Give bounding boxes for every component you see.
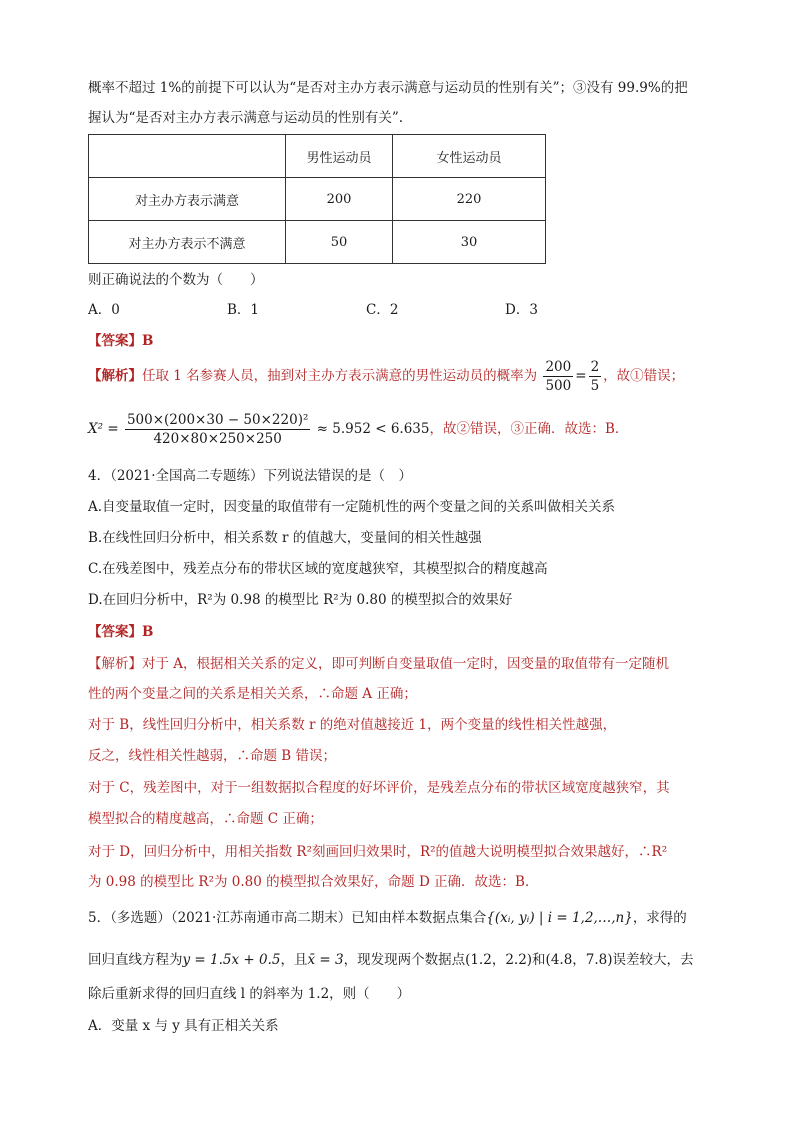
x-bar-value: x̄ = 3 bbox=[307, 952, 344, 968]
fraction-denominator: 420×80×250×250 bbox=[153, 431, 282, 447]
survey-table bbox=[88, 134, 546, 264]
table-row bbox=[89, 221, 546, 264]
table-header-cell: 女性运动员 bbox=[393, 135, 546, 178]
chi-square-result: ≈ 5.952 < 6.635 bbox=[316, 421, 430, 437]
q4-analysis-line: 为 0.98 的模型比 R²为 0.80 的模型拟合效果好，命题 D 正确．故选：B． bbox=[88, 874, 539, 890]
intro-line-1: 概率不超过 1%的前提下可以认为“是否对主办方表示满意与运动员的性别有关”；③没有 99.9%的把 bbox=[88, 80, 688, 96]
q4-analysis-line: 对于 D，回归分析中，用相关指数 R²刻画回归效果时，R²的值越大说明模型拟合效果越好，∴R² bbox=[88, 844, 668, 860]
q5-option-a: A．变量 x 与 y 具有正相关关系 bbox=[88, 1018, 279, 1034]
table-cell: 220 bbox=[393, 178, 546, 221]
q4-option-b: B.在线性回归分析中，相关系数 r 的值越大，变量间的相关性越强 bbox=[88, 530, 482, 546]
fraction-2-5 bbox=[589, 358, 602, 395]
chi-square-symbol: X² = bbox=[88, 421, 119, 437]
option-c: C．2 bbox=[366, 302, 399, 318]
q3-options bbox=[88, 300, 644, 320]
q4-analysis-line: 对于 B，线性回归分析中，相关系数 r 的绝对值越接近 1，两个变量的线性相关性越强， bbox=[88, 717, 617, 733]
fraction-numerator: 500×(200×30 − 50×220)² bbox=[126, 412, 309, 428]
chi-square-conclusion: ，故②错误，③正确．故选：B． bbox=[429, 421, 629, 437]
q4-analysis-line: 【解析】对于 A，根据相关关系的定义，即可判断自变量取值一定时，因变量的取值带有一定随机 bbox=[88, 656, 670, 672]
analysis-label: 【解析】 bbox=[88, 368, 142, 384]
q3-prompt: 则正确说法的个数为（ ） bbox=[88, 272, 264, 288]
q5-text: ，现发现两个数据点(1.2，2.2)和(4.8，7.8)误差较大，去 bbox=[343, 952, 694, 968]
q5-text: 回归直线方程为 bbox=[88, 952, 183, 968]
fraction-numerator: 200 bbox=[545, 359, 572, 375]
table-header-row bbox=[89, 135, 546, 178]
table-row bbox=[89, 178, 546, 221]
table-cell: 对主办方表示不满意 bbox=[89, 221, 286, 264]
table-header-cell: 男性运动员 bbox=[286, 135, 393, 178]
chi-square-fraction bbox=[125, 411, 310, 448]
q4-title: 4．（2021·全国高二专题练）下列说法错误的是（ ） bbox=[88, 468, 412, 484]
q4-option-d: D.在回归分析中，R²为 0.98 的模型比 R²为 0.80 的模型拟合的效果好 bbox=[88, 592, 513, 608]
analysis-text-end: ，故①错误； bbox=[603, 368, 685, 384]
q4-answer: 【答案】B bbox=[88, 624, 154, 640]
table-cell: 200 bbox=[286, 178, 393, 221]
chi-square-formula bbox=[88, 410, 628, 448]
analysis-text: 任取 1 名参赛人员，抽到对主办方表示满意的男性运动员的概率为 bbox=[142, 368, 538, 384]
option-b: B．1 bbox=[227, 302, 260, 318]
q4-analysis-line: 性的两个变量之间的关系是相关关系，∴命题 A 正确； bbox=[88, 686, 417, 702]
q5-text: ，且 bbox=[280, 952, 308, 968]
q5-text: 5．（多选题）（2021·江苏南通市高二期末）已知由样本数据点集合 bbox=[88, 910, 487, 926]
fraction-denominator: 5 bbox=[590, 378, 600, 394]
q4-analysis-line: 模型拟合的精度越高，∴命题 C 正确； bbox=[88, 811, 323, 827]
q4-option-a: A.自变量取值一定时，因变量的取值带有一定随机性的两个变量之间的关系叫做相关关系 bbox=[88, 499, 616, 515]
q4-analysis-line: 对于 C，残差图中，对于一组数据拟合程度的好坏评价，是残差点分布的带状区域宽度越狭窄，其 bbox=[88, 780, 670, 796]
table-header-cell bbox=[89, 135, 286, 178]
q3-answer: 【答案】B bbox=[88, 333, 154, 349]
q5-line-1 bbox=[88, 908, 687, 928]
q5-line-3: 除后重新求得的回归直线 l 的斜率为 1.2，则（ ） bbox=[88, 986, 411, 1002]
fraction-200-500 bbox=[543, 358, 573, 395]
fraction-numerator: 2 bbox=[590, 359, 600, 375]
equals-sign: = bbox=[575, 368, 587, 384]
option-a: A．0 bbox=[88, 302, 120, 318]
fraction-denominator: 500 bbox=[545, 378, 572, 394]
q4-analysis-line: 反之，线性相关性越弱，∴命题 B 错误； bbox=[88, 748, 337, 764]
q3-analysis-line-1 bbox=[88, 357, 684, 395]
q5-line-2 bbox=[88, 950, 694, 970]
table-cell: 50 bbox=[286, 221, 393, 264]
table-cell: 对主办方表示满意 bbox=[89, 178, 286, 221]
q5-text: ，求得的 bbox=[632, 910, 687, 926]
regression-equation: y = 1.5x + 0.5 bbox=[182, 952, 281, 968]
table-cell: 30 bbox=[393, 221, 546, 264]
q4-option-c: C.在残差图中，残差点分布的带状区域的宽度越狭窄，其模型拟合的精度越高 bbox=[88, 561, 548, 577]
option-d: D．3 bbox=[505, 302, 538, 318]
intro-line-2: 握认为“是否对主办方表示满意与运动员的性别有关”. bbox=[88, 110, 404, 126]
sample-set: {(xᵢ, yᵢ) | i = 1,2,…,n} bbox=[486, 910, 633, 926]
